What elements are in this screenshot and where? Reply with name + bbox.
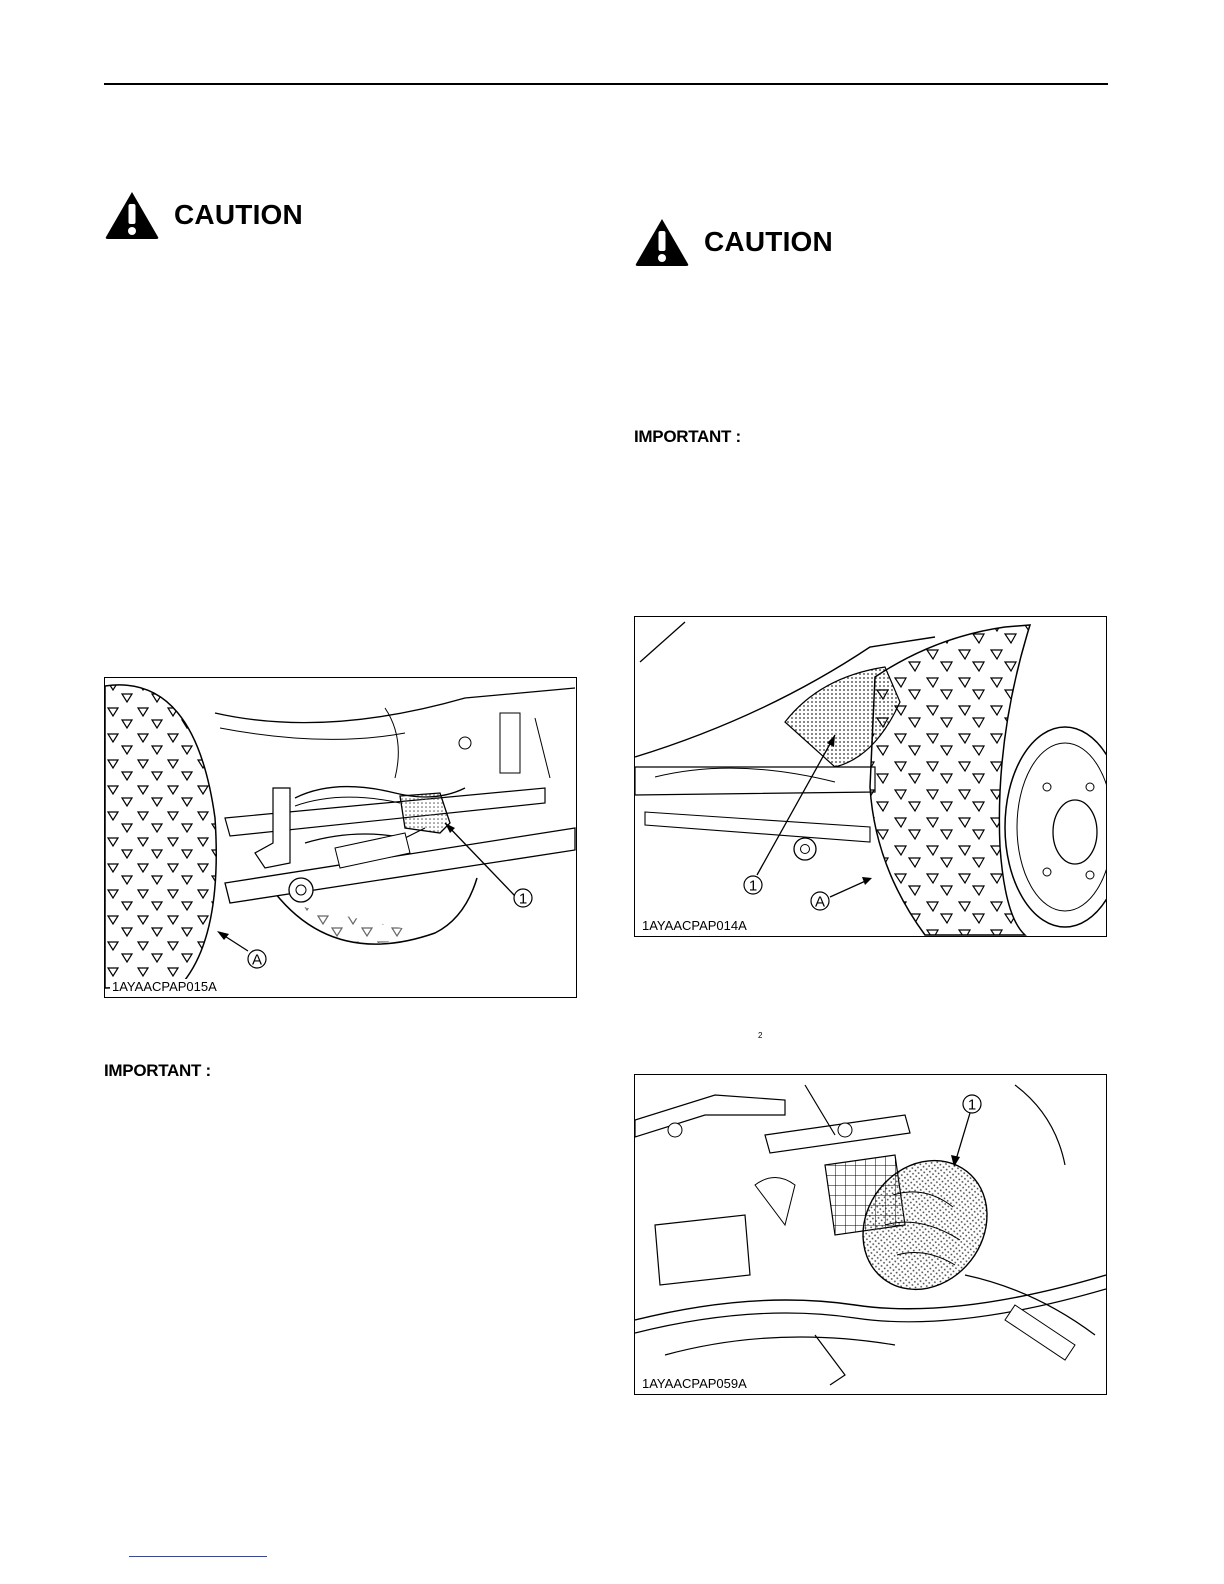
- warning-triangle-icon: [104, 190, 160, 240]
- important-label-left: IMPORTANT :: [104, 1061, 211, 1080]
- illustration-underside-left: [105, 678, 576, 997]
- footer-link-underline[interactable]: [129, 1556, 267, 1557]
- caution-heading-left: [104, 190, 303, 240]
- callout-1: 1: [748, 877, 758, 895]
- callout-1: 1: [967, 1096, 977, 1114]
- important-label-right: IMPORTANT :: [634, 427, 741, 446]
- figure-fuel-filter-left: [104, 677, 577, 998]
- warning-triangle-icon: [634, 217, 690, 267]
- callout-a: A: [251, 951, 263, 969]
- figure-air-cleaner-right: [634, 616, 1107, 937]
- illustration-engine-bay: [635, 1075, 1106, 1394]
- figure-code: 1AYAACPAP015A: [112, 979, 217, 994]
- illustration-wheel-area: [635, 617, 1106, 936]
- header-rule: [104, 83, 1108, 85]
- figure-code: 1AYAACPAP014A: [642, 918, 747, 933]
- superscript-note: 2: [758, 1031, 763, 1040]
- caution-label: CAUTION: [174, 199, 303, 230]
- caution-label: CAUTION: [704, 226, 833, 257]
- callout-1: 1: [518, 890, 528, 908]
- figure-code: 1AYAACPAP059A: [642, 1376, 747, 1391]
- callout-a: A: [814, 893, 826, 911]
- figure-engine-bay-right: [634, 1074, 1107, 1395]
- caution-heading-right: [634, 217, 833, 267]
